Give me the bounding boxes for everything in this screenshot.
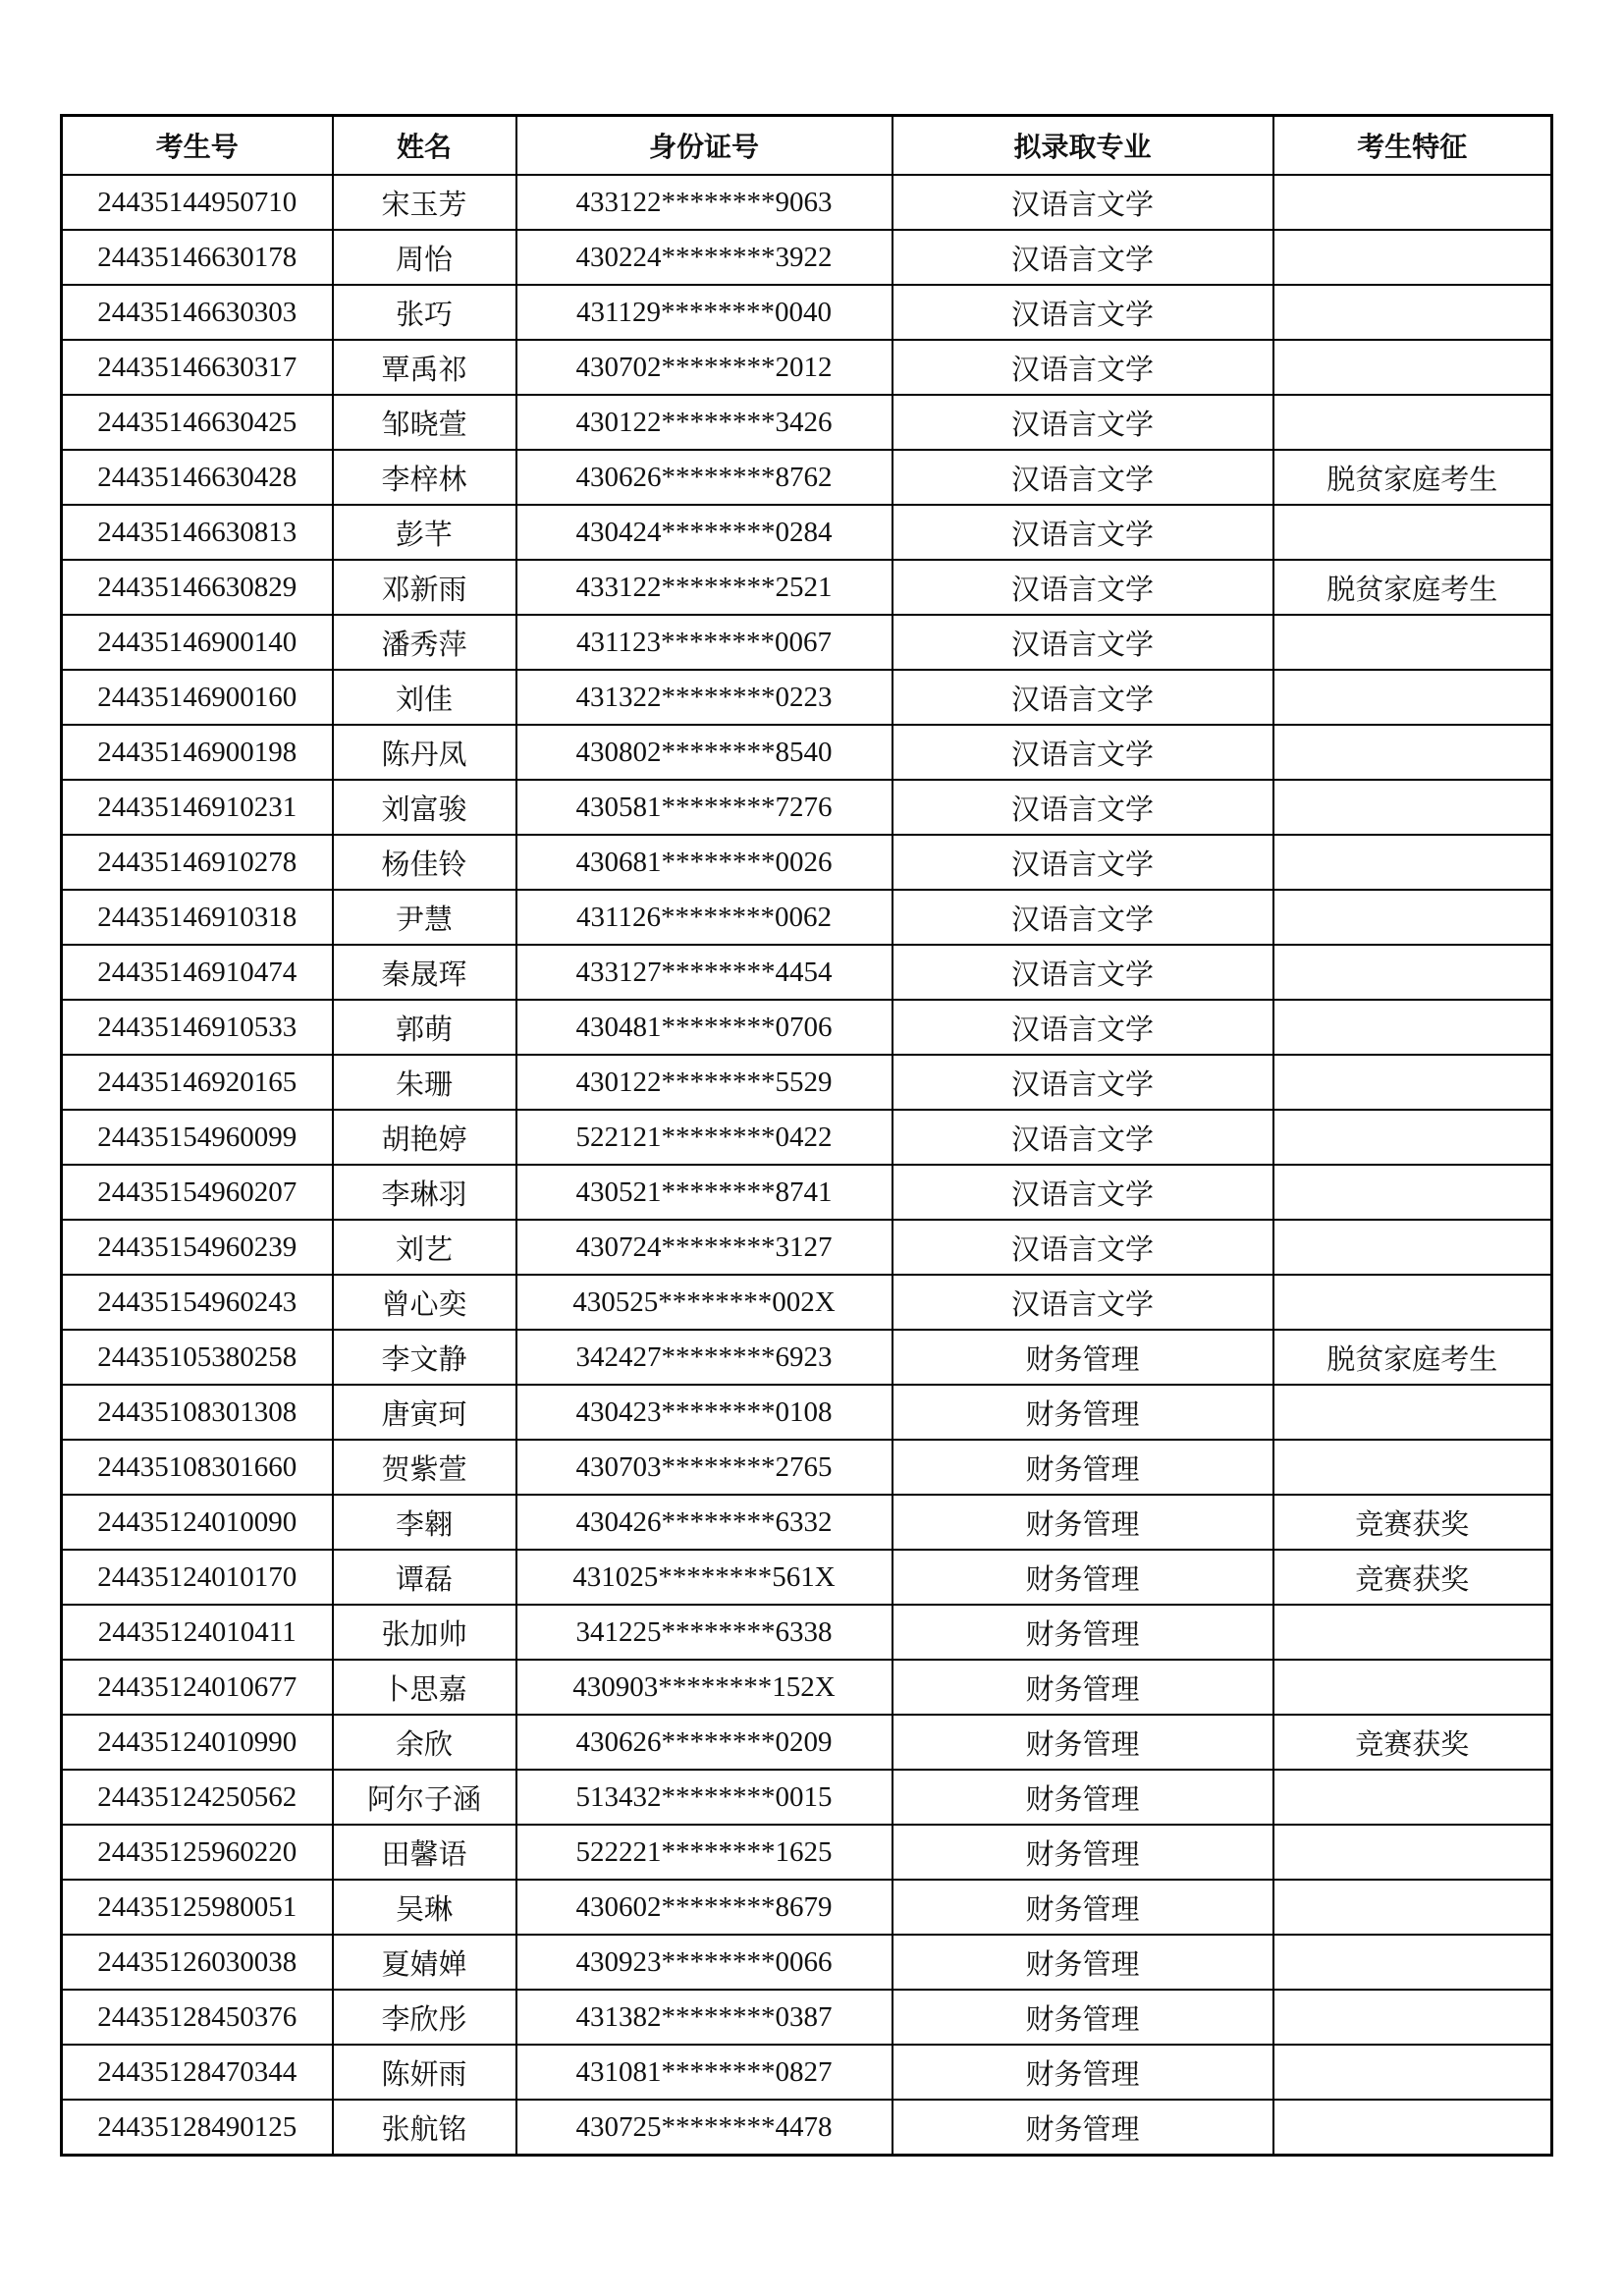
exam-number-cell: 24435124010677 [62,1660,333,1715]
name-cell: 唐寅珂 [333,1385,516,1440]
major-cell: 财务管理 [893,1715,1273,1770]
table-row [62,1880,1552,1935]
id-number-cell: 430423********0108 [516,1385,893,1440]
exam-number-cell: 24435125960220 [62,1825,333,1880]
name-cell: 秦晟珲 [333,945,516,1000]
major-cell: 汉语言文学 [893,1055,1273,1110]
major-cell: 财务管理 [893,1330,1273,1385]
feature-cell [1273,1110,1552,1165]
name-cell: 尹慧 [333,890,516,945]
name-cell: 潘秀萍 [333,615,516,670]
exam-number-cell: 24435146900160 [62,670,333,725]
major-cell: 财务管理 [893,1990,1273,2045]
exam-number-cell: 24435146910278 [62,835,333,890]
major-cell: 汉语言文学 [893,175,1273,230]
major-cell: 财务管理 [893,1880,1273,1935]
feature-cell: 竞赛获奖 [1273,1715,1552,1770]
id-number-cell: 430525********002X [516,1275,893,1330]
exam-number-cell: 24435124250562 [62,1770,333,1825]
major-cell: 汉语言文学 [893,1000,1273,1055]
id-number-cell: 430602********8679 [516,1880,893,1935]
major-cell: 财务管理 [893,1550,1273,1605]
exam-number-cell: 24435124010411 [62,1605,333,1660]
name-cell: 李文静 [333,1330,516,1385]
major-cell: 财务管理 [893,1935,1273,1990]
exam-number-cell: 24435154960207 [62,1165,333,1220]
exam-number-cell: 24435128470344 [62,2045,333,2100]
table-row [62,670,1552,725]
table-body [62,175,1552,2156]
id-number-cell: 433127********4454 [516,945,893,1000]
major-cell: 汉语言文学 [893,780,1273,835]
name-cell: 张巧 [333,285,516,340]
id-number-cell: 431025********561X [516,1550,893,1605]
feature-cell [1273,1660,1552,1715]
major-cell: 财务管理 [893,2045,1273,2100]
major-cell: 汉语言文学 [893,1220,1273,1275]
table-row [62,1330,1552,1385]
major-cell: 财务管理 [893,1770,1273,1825]
major-cell: 汉语言文学 [893,230,1273,285]
name-cell: 邓新雨 [333,560,516,615]
feature-cell [1273,2045,1552,2100]
exam-number-cell: 24435146630428 [62,450,333,505]
name-cell: 余欣 [333,1715,516,1770]
id-number-cell: 430626********0209 [516,1715,893,1770]
feature-cell [1273,890,1552,945]
exam-number-cell: 24435146910533 [62,1000,333,1055]
exam-number-cell: 24435144950710 [62,175,333,230]
header-exam-number: 考生号 [62,116,333,176]
header-admitted-major: 拟录取专业 [893,116,1273,176]
feature-cell: 竞赛获奖 [1273,1550,1552,1605]
feature-cell [1273,725,1552,780]
id-number-cell: 342427********6923 [516,1330,893,1385]
table-row [62,1660,1552,1715]
exam-number-cell: 24435124010170 [62,1550,333,1605]
major-cell: 汉语言文学 [893,670,1273,725]
name-cell: 覃禹祁 [333,340,516,395]
id-number-cell: 430725********4478 [516,2100,893,2156]
id-number-cell: 430122********3426 [516,395,893,450]
table-row [62,1990,1552,2045]
exam-number-cell: 24435154960243 [62,1275,333,1330]
major-cell: 汉语言文学 [893,395,1273,450]
name-cell: 李梓林 [333,450,516,505]
feature-cell: 脱贫家庭考生 [1273,560,1552,615]
table-row [62,1825,1552,1880]
id-number-cell: 431382********0387 [516,1990,893,2045]
feature-cell: 脱贫家庭考生 [1273,1330,1552,1385]
major-cell: 汉语言文学 [893,1275,1273,1330]
table-row [62,1495,1552,1550]
exam-number-cell: 24435146910318 [62,890,333,945]
table-row [62,945,1552,1000]
id-number-cell: 430122********5529 [516,1055,893,1110]
table-row [62,1550,1552,1605]
id-number-cell: 431129********0040 [516,285,893,340]
name-cell: 郭萌 [333,1000,516,1055]
name-cell: 杨佳铃 [333,835,516,890]
id-number-cell: 522121********0422 [516,1110,893,1165]
id-number-cell: 430426********6332 [516,1495,893,1550]
exam-number-cell: 24435105380258 [62,1330,333,1385]
exam-number-cell: 24435146630303 [62,285,333,340]
feature-cell [1273,1000,1552,1055]
exam-number-cell: 24435126030038 [62,1935,333,1990]
id-number-cell: 430702********2012 [516,340,893,395]
exam-number-cell: 24435124010090 [62,1495,333,1550]
id-number-cell: 430903********152X [516,1660,893,1715]
id-number-cell: 430724********3127 [516,1220,893,1275]
id-number-cell: 430424********0284 [516,505,893,560]
name-cell: 彭芊 [333,505,516,560]
id-number-cell: 431322********0223 [516,670,893,725]
name-cell: 卜思嘉 [333,1660,516,1715]
id-number-cell: 431126********0062 [516,890,893,945]
name-cell: 田馨语 [333,1825,516,1880]
name-cell: 李琳羽 [333,1165,516,1220]
feature-cell [1273,1055,1552,1110]
name-cell: 周怡 [333,230,516,285]
header-id-number: 身份证号 [516,116,893,176]
table-row [62,1935,1552,1990]
id-number-cell: 513432********0015 [516,1770,893,1825]
id-number-cell: 430626********8762 [516,450,893,505]
id-number-cell: 341225********6338 [516,1605,893,1660]
major-cell: 汉语言文学 [893,1165,1273,1220]
name-cell: 李翱 [333,1495,516,1550]
name-cell: 陈丹凤 [333,725,516,780]
feature-cell [1273,1990,1552,2045]
exam-number-cell: 24435108301660 [62,1440,333,1495]
table-row [62,2045,1552,2100]
table-row [62,560,1552,615]
table-row [62,1055,1552,1110]
major-cell: 财务管理 [893,1660,1273,1715]
name-cell: 谭磊 [333,1550,516,1605]
exam-number-cell: 24435146900140 [62,615,333,670]
feature-cell [1273,670,1552,725]
major-cell: 汉语言文学 [893,725,1273,780]
name-cell: 阿尔子涵 [333,1770,516,1825]
name-cell: 邹晓萱 [333,395,516,450]
feature-cell: 竞赛获奖 [1273,1495,1552,1550]
feature-cell [1273,1385,1552,1440]
name-cell: 曾心奕 [333,1275,516,1330]
feature-cell [1273,285,1552,340]
exam-number-cell: 24435146900198 [62,725,333,780]
id-number-cell: 431123********0067 [516,615,893,670]
table-row [62,2100,1552,2156]
feature-cell [1273,230,1552,285]
header-candidate-feature: 考生特征 [1273,116,1552,176]
name-cell: 张加帅 [333,1605,516,1660]
exam-number-cell: 24435146910474 [62,945,333,1000]
feature-cell [1273,615,1552,670]
feature-cell [1273,340,1552,395]
feature-cell [1273,1770,1552,1825]
feature-cell [1273,1605,1552,1660]
table-row [62,1770,1552,1825]
table-header-row [62,116,1552,176]
id-number-cell: 433122********9063 [516,175,893,230]
id-number-cell: 430802********8540 [516,725,893,780]
id-number-cell: 430681********0026 [516,835,893,890]
feature-cell [1273,175,1552,230]
name-cell: 刘富骏 [333,780,516,835]
feature-cell: 脱贫家庭考生 [1273,450,1552,505]
name-cell: 陈妍雨 [333,2045,516,2100]
major-cell: 汉语言文学 [893,890,1273,945]
id-number-cell: 430703********2765 [516,1440,893,1495]
major-cell: 汉语言文学 [893,945,1273,1000]
feature-cell [1273,780,1552,835]
id-number-cell: 430481********0706 [516,1000,893,1055]
feature-cell [1273,1825,1552,1880]
exam-number-cell: 24435125980051 [62,1880,333,1935]
name-cell: 刘佳 [333,670,516,725]
table-row [62,1385,1552,1440]
table-row [62,780,1552,835]
table-row [62,450,1552,505]
feature-cell [1273,2100,1552,2156]
id-number-cell: 430923********0066 [516,1935,893,1990]
major-cell: 财务管理 [893,1495,1273,1550]
table-row [62,505,1552,560]
major-cell: 财务管理 [893,1825,1273,1880]
major-cell: 汉语言文学 [893,285,1273,340]
feature-cell [1273,1275,1552,1330]
table-row [62,835,1552,890]
major-cell: 财务管理 [893,1605,1273,1660]
exam-number-cell: 24435154960239 [62,1220,333,1275]
major-cell: 汉语言文学 [893,615,1273,670]
exam-number-cell: 24435146630829 [62,560,333,615]
name-cell: 张航铭 [333,2100,516,2156]
table-row [62,615,1552,670]
exam-number-cell: 24435128450376 [62,1990,333,2045]
major-cell: 汉语言文学 [893,340,1273,395]
major-cell: 汉语言文学 [893,835,1273,890]
feature-cell [1273,505,1552,560]
feature-cell [1273,945,1552,1000]
exam-number-cell: 24435146910231 [62,780,333,835]
table-row [62,1440,1552,1495]
table-row [62,1000,1552,1055]
table-row [62,1715,1552,1770]
table-row [62,285,1552,340]
name-cell: 朱珊 [333,1055,516,1110]
table-row [62,1110,1552,1165]
table-row [62,395,1552,450]
exam-number-cell: 24435108301308 [62,1385,333,1440]
exam-number-cell: 24435146630425 [62,395,333,450]
table-row [62,890,1552,945]
table-row [62,1220,1552,1275]
feature-cell [1273,835,1552,890]
table-row [62,1165,1552,1220]
name-cell: 吴琳 [333,1880,516,1935]
major-cell: 汉语言文学 [893,450,1273,505]
id-number-cell: 431081********0827 [516,2045,893,2100]
id-number-cell: 430224********3922 [516,230,893,285]
exam-number-cell: 24435146630178 [62,230,333,285]
name-cell: 夏婧婵 [333,1935,516,1990]
id-number-cell: 522221********1625 [516,1825,893,1880]
feature-cell [1273,1220,1552,1275]
name-cell: 贺紫萱 [333,1440,516,1495]
name-cell: 胡艳婷 [333,1110,516,1165]
name-cell: 刘艺 [333,1220,516,1275]
exam-number-cell: 24435146920165 [62,1055,333,1110]
feature-cell [1273,1165,1552,1220]
table-row [62,1605,1552,1660]
feature-cell [1273,1440,1552,1495]
major-cell: 汉语言文学 [893,560,1273,615]
exam-number-cell: 24435128490125 [62,2100,333,2156]
major-cell: 汉语言文学 [893,505,1273,560]
exam-number-cell: 24435146630317 [62,340,333,395]
feature-cell [1273,1935,1552,1990]
table-row [62,725,1552,780]
major-cell: 财务管理 [893,2100,1273,2156]
table-row [62,1275,1552,1330]
major-cell: 财务管理 [893,1385,1273,1440]
header-name: 姓名 [333,116,516,176]
id-number-cell: 430521********8741 [516,1165,893,1220]
feature-cell [1273,1880,1552,1935]
table-row [62,175,1552,230]
major-cell: 财务管理 [893,1440,1273,1495]
exam-number-cell: 24435154960099 [62,1110,333,1165]
exam-number-cell: 24435124010990 [62,1715,333,1770]
exam-number-cell: 24435146630813 [62,505,333,560]
name-cell: 宋玉芳 [333,175,516,230]
admission-roster-table [60,114,1553,2157]
id-number-cell: 433122********2521 [516,560,893,615]
table-row [62,340,1552,395]
feature-cell [1273,395,1552,450]
major-cell: 汉语言文学 [893,1110,1273,1165]
name-cell: 李欣彤 [333,1990,516,2045]
table-row [62,230,1552,285]
id-number-cell: 430581********7276 [516,780,893,835]
